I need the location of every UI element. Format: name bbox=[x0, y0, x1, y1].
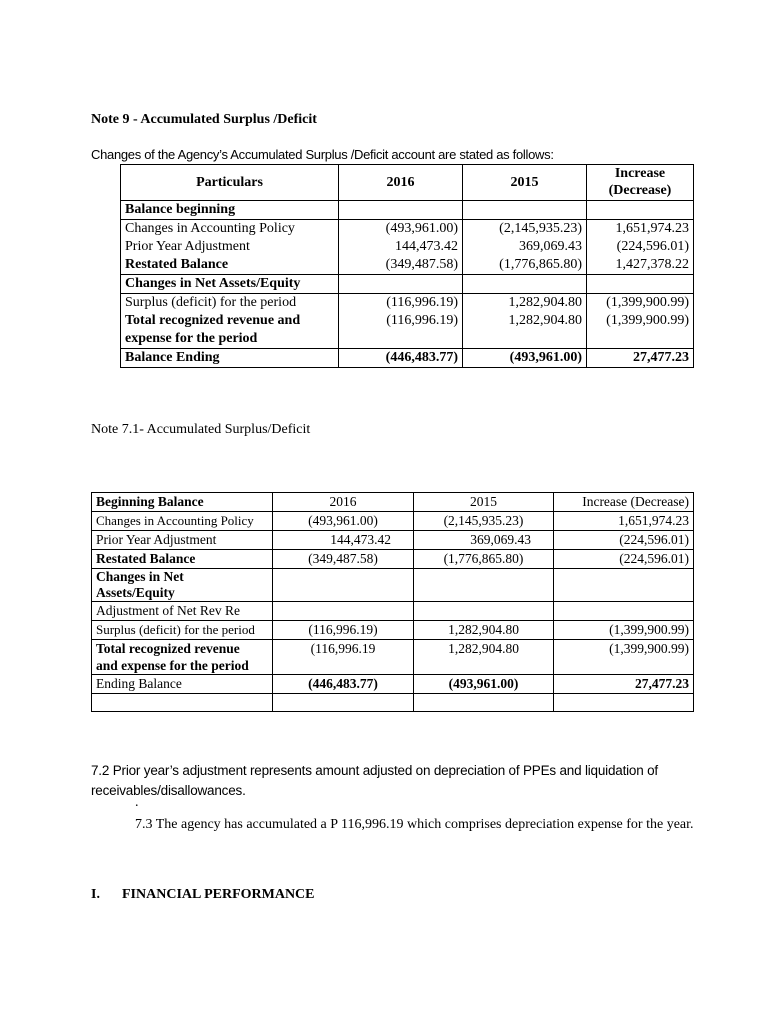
row-label: Balance Ending bbox=[121, 349, 339, 368]
row-label: Balance beginning bbox=[121, 201, 339, 220]
row-label: Adjustment of Net Rev Re bbox=[92, 602, 273, 621]
cell-2015: 1,282,904.80 bbox=[414, 621, 554, 640]
table-row bbox=[121, 294, 694, 313]
cell-2015: 1,282,904.80 bbox=[414, 640, 554, 675]
row-label: Restated Balance bbox=[92, 550, 273, 569]
row-label-line2: and expense for the period bbox=[96, 658, 249, 673]
table-row bbox=[121, 256, 694, 275]
table-header-row bbox=[92, 493, 694, 512]
cell-2016: 144,473.42 bbox=[273, 531, 414, 550]
cell-2016: (446,483.77) bbox=[339, 349, 463, 368]
header-increase: Increase (Decrease) bbox=[554, 493, 694, 512]
cell-increase: (1,399,900.99) bbox=[587, 312, 694, 349]
cell-increase: (1,399,900.99) bbox=[587, 294, 694, 313]
row-label-line1: Total recognized revenue and bbox=[125, 313, 301, 328]
header-particulars: Particulars bbox=[121, 165, 339, 201]
header-2015: 2015 bbox=[463, 165, 587, 201]
row-label: Surplus (deficit) for the period bbox=[121, 294, 339, 313]
cell-increase: (1,399,900.99) bbox=[554, 640, 694, 675]
note9-intro: Changes of the Agency’s Accumulated Surplus /Deficit account are stated as follows: bbox=[91, 147, 554, 162]
row-label bbox=[121, 312, 339, 349]
row-label: Changes in Net Assets/Equity bbox=[121, 275, 339, 294]
row-label-line2: expense for the period bbox=[125, 331, 258, 346]
note9-title: Note 9 - Accumulated Surplus /Deficit bbox=[91, 112, 317, 127]
section-title: FINANCIAL PERFORMANCE bbox=[122, 887, 315, 902]
table-row bbox=[121, 275, 694, 294]
section-number: I. bbox=[91, 887, 100, 902]
cell-increase: (1,399,900.99) bbox=[554, 621, 694, 640]
cell-2016: (349,487.58) bbox=[273, 550, 414, 569]
cell-increase: (224,596.01) bbox=[554, 550, 694, 569]
row-label-line1: Total recognized revenue bbox=[96, 641, 240, 656]
header-increase-line1: Increase bbox=[614, 166, 666, 181]
table-row bbox=[92, 621, 694, 640]
table-row bbox=[92, 602, 694, 621]
paragraph-7-2: 7.2 Prior year’s adjustment represents amount adjusted on depreciation of PPEs and liquidation of receivables/disallowances. bbox=[91, 763, 658, 798]
table-row bbox=[121, 220, 694, 239]
cell-2016: (116,996.19) bbox=[339, 312, 463, 349]
cell-2015: (1,776,865.80) bbox=[463, 256, 587, 275]
table-row bbox=[121, 238, 694, 256]
cell-2015: (2,145,935.23) bbox=[463, 220, 587, 239]
row-label-line2: Assets/Equity bbox=[96, 585, 175, 600]
cell-2015: (493,961.00) bbox=[463, 349, 587, 368]
cell-increase: 1,427,378.22 bbox=[587, 256, 694, 275]
row-label: Prior Year Adjustment bbox=[121, 238, 339, 256]
table-row bbox=[92, 640, 694, 675]
header-increase-line2: (Decrease) bbox=[608, 183, 672, 198]
table-row-empty bbox=[92, 694, 694, 712]
cell-2015: 1,282,904.80 bbox=[463, 312, 587, 349]
row-label: Surplus (deficit) for the period bbox=[92, 621, 273, 640]
header-2016: 2016 bbox=[339, 165, 463, 201]
cell-increase: 27,477.23 bbox=[554, 675, 694, 694]
cell-increase: (224,596.01) bbox=[554, 531, 694, 550]
cell-2015: 369,069.43 bbox=[414, 531, 554, 550]
cell-2016: (116,996.19) bbox=[273, 621, 414, 640]
dot-mark: . bbox=[135, 795, 139, 810]
row-label: Restated Balance bbox=[121, 256, 339, 275]
cell-increase: (224,596.01) bbox=[587, 238, 694, 256]
cell-2016: (493,961.00) bbox=[273, 512, 414, 531]
note71-table bbox=[91, 492, 694, 712]
cell-2016: (116,996.19 bbox=[273, 640, 414, 675]
cell-2016: (349,487.58) bbox=[339, 256, 463, 275]
cell-increase: 27,477.23 bbox=[587, 349, 694, 368]
cell-increase: 1,651,974.23 bbox=[587, 220, 694, 239]
cell-2016: 144,473.42 bbox=[339, 238, 463, 256]
table-row bbox=[92, 675, 694, 694]
header-beginning-balance: Beginning Balance bbox=[92, 493, 273, 512]
note9-table bbox=[120, 164, 694, 368]
cell-2016: (493,961.00) bbox=[339, 220, 463, 239]
row-label: Prior Year Adjustment bbox=[92, 531, 273, 550]
header-2015: 2015 bbox=[414, 493, 554, 512]
row-label: Changes in Accounting Policy bbox=[92, 512, 273, 531]
table-row bbox=[121, 312, 694, 349]
cell-2015: 1,282,904.80 bbox=[463, 294, 587, 313]
paragraph-7-3: 7.3 The agency has accumulated a P 116,996.19 which comprises depreciation expense for the year. bbox=[135, 817, 694, 832]
row-label-line1: Changes in Net bbox=[96, 569, 184, 584]
cell-2016: (446,483.77) bbox=[273, 675, 414, 694]
table-row bbox=[92, 531, 694, 550]
table-header-row bbox=[121, 165, 694, 201]
note71-title: Note 7.1- Accumulated Surplus/Deficit bbox=[91, 422, 311, 437]
row-label: Ending Balance bbox=[92, 675, 273, 694]
cell-2015: (493,961.00) bbox=[414, 675, 554, 694]
cell-2015: (1,776,865.80) bbox=[414, 550, 554, 569]
table-row bbox=[92, 512, 694, 531]
table-row bbox=[92, 550, 694, 569]
cell-increase: 1,651,974.23 bbox=[554, 512, 694, 531]
cell-2015: (2,145,935.23) bbox=[414, 512, 554, 531]
row-label: Changes in Accounting Policy bbox=[121, 220, 339, 239]
table-row bbox=[121, 349, 694, 368]
row-label bbox=[92, 569, 273, 602]
table-row bbox=[121, 201, 694, 220]
header-2016: 2016 bbox=[273, 493, 414, 512]
cell-2016: (116,996.19) bbox=[339, 294, 463, 313]
header-increase bbox=[587, 165, 694, 201]
row-label bbox=[92, 640, 273, 675]
cell-2015: 369,069.43 bbox=[463, 238, 587, 256]
table-row bbox=[92, 569, 694, 602]
